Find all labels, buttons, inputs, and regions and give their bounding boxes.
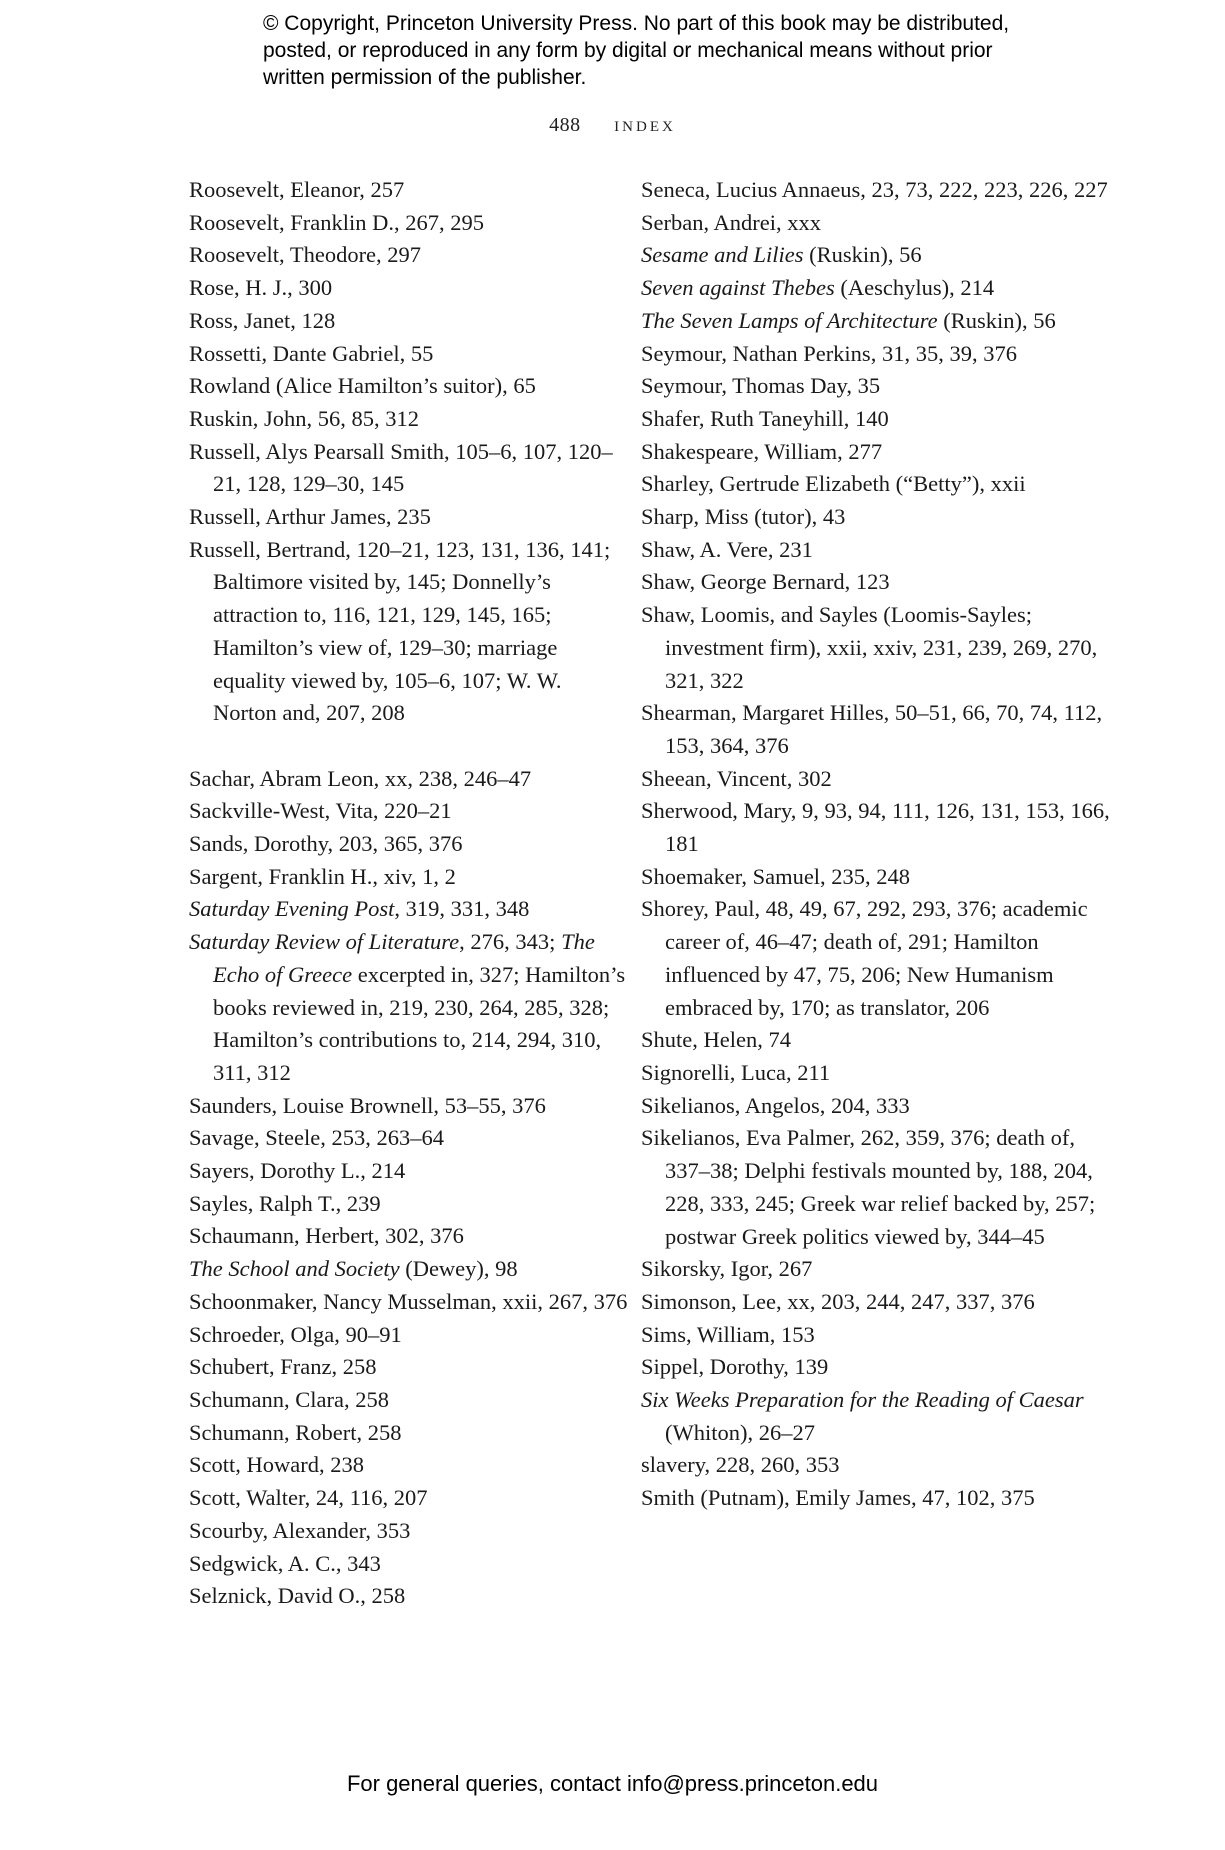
index-entry-text: Roosevelt, Theodore, 297 [189,242,422,268]
index-entry [641,403,1111,436]
index-entry-text: Seymour, Thomas Day, 35 [641,373,881,399]
index-entry [189,534,629,730]
index-entry-text: Schoonmaker, Nancy Musselman, xxii, 267, 376 [189,1288,628,1314]
index-entry-text: Saunders, Louise Brownell, 53–55, 376 [189,1092,546,1118]
index-entry [641,174,1111,207]
index-entry [189,1351,629,1384]
index-entry [189,1482,629,1515]
index-entry-text: Sims, William, 153 [641,1321,815,1347]
index-entry [189,501,629,534]
index-entry-text: Roosevelt, Franklin D., 267, 295 [189,209,484,235]
index-entry [189,1319,629,1352]
index-entry-text: Ruskin, John, 56, 85, 312 [189,405,420,431]
index-entry [189,305,629,338]
index-entry [189,403,629,436]
index-entry-title: Saturday Review of Literature [189,929,460,955]
index-entry-text: slavery, 228, 260, 353 [641,1452,840,1478]
index-entry [641,893,1111,1024]
index-entry [189,1188,629,1221]
index-entry-text: Shoemaker, Samuel, 235, 248 [641,863,911,889]
index-entry [189,1155,629,1188]
index-entry [189,893,629,926]
index-entry-text: Shaw, Loomis, and Sayles (Loomis-Sayles; investment firm), xxii, xxiv, 231, 239, 269, 270, 321, 322 [641,602,1098,693]
index-entry [641,534,1111,567]
index-entry [641,468,1111,501]
index-entry [641,1024,1111,1057]
index-entry [641,1057,1111,1090]
index-entry-title: The Echo of Greece [213,929,595,987]
index-entry-text: Russell, Alys Pearsall Smith, 105–6, 107, 120–21, 128, 129–30, 145 [189,438,613,497]
index-entry-text: (Ruskin), 56 [937,307,1056,333]
index-entry-title: Seven against Thebes [641,275,835,301]
page-number: 488 [549,114,581,136]
index-entry [189,239,629,272]
index-entry [189,370,629,403]
index-entry [641,1319,1111,1352]
index-entry-text: Scott, Howard, 238 [189,1452,364,1478]
index-entry-text: Sikorsky, Igor, 267 [641,1256,813,1282]
index-entry-title: Saturday Evening Post [189,896,395,922]
index-entry [189,1515,629,1548]
index-entry [189,338,629,371]
index-entry [189,1417,629,1450]
index-entry-text: Sippel, Dorothy, 139 [641,1354,829,1380]
index-entry [189,1449,629,1482]
index-entry [641,1482,1111,1515]
index-entry-text: Shaw, A. Vere, 231 [641,536,813,562]
index-entry-text: (Aeschylus), 214 [834,275,995,301]
index-entry-text: Schaumann, Herbert, 302, 376 [189,1223,464,1249]
index-entry-title: Sesame and Lilies [641,242,804,268]
index-entry [641,1122,1111,1253]
index-column-left [189,174,629,1613]
copyright-notice: © Copyright, Princeton University Press. No part of this book may be distributed, posted, or reproduced in any form by digital or mechanical means without prior written permission of the publisher. [263,12,1010,89]
index-entry [641,763,1111,796]
section-title: index [614,111,676,136]
index-entry [189,1286,629,1319]
index-entry-text: , 276, 343; [459,929,562,955]
index-entry [189,1384,629,1417]
index-entry [641,501,1111,534]
index-entry-text: Sayles, Ralph T., 239 [189,1190,381,1216]
index-entry-text: Shearman, Margaret Hilles, 50–51, 66, 70, 74, 112, 153, 364, 376 [641,700,1103,758]
index-entry-text: Scott, Walter, 24, 116, 207 [189,1485,428,1511]
index-entry [641,1351,1111,1384]
index-entry [189,1253,629,1286]
index-entry-title: Six Weeks Preparation for the Reading of Caesar [641,1387,1084,1413]
index-entry [189,207,629,240]
index-entry-text: Sayers, Dorothy L., 214 [189,1158,406,1184]
index-entry [641,1384,1111,1449]
index-entry [641,599,1111,697]
index-entry [189,861,629,894]
index-entry-text: Schumann, Clara, 258 [189,1387,389,1412]
index-entry-text: Schroeder, Olga, 90–91 [189,1321,402,1347]
index-entry-text: Shakespeare, William, 277 [641,438,883,464]
index-entry-text: Savage, Steele, 253, 263–64 [189,1125,444,1151]
index-entry [641,207,1111,240]
index-entry-text: Selznick, David O., 258 [189,1583,406,1609]
index-entry [189,272,629,305]
index-entry-text: Seneca, Lucius Annaeus, 23, 73, 222, 223, 226, 227 [641,177,1108,202]
index-entry-text: Sargent, Franklin H., xiv, 1, 2 [189,863,456,889]
index-entry [189,1090,629,1123]
footer-contact: For general queries, contact info@press.princeton.edu [346,1771,879,1796]
index-entry [641,370,1111,403]
index-entry [189,436,629,501]
index-entry-text: Seymour, Nathan Perkins, 31, 35, 39, 376 [641,340,1017,366]
index-entry [189,795,629,828]
index-entry-title: The Seven Lamps of Architecture [641,307,938,333]
index-entry-text: Simonson, Lee, xx, 203, 244, 247, 337, 376 [641,1288,1035,1314]
index-entry-text: Sharley, Gertrude Elizabeth (“Betty”), xxii [641,471,1026,497]
index-entry-text: Rose, H. J., 300 [189,275,333,301]
index-entry [641,272,1111,305]
index-entry-text: Shute, Helen, 74 [641,1027,791,1053]
index-entry-text: Russell, Arthur James, 235 [189,504,431,530]
index-entry-text: Sikelianos, Angelos, 204, 333 [641,1092,910,1118]
index-entry [641,861,1111,894]
index-entry-text: Ross, Janet, 128 [189,307,336,333]
index-entry [189,1220,629,1253]
index-entry-text: Sherwood, Mary, 9, 93, 94, 111, 126, 131, 153, 166, 181 [641,798,1110,857]
index-entry-text: Sharp, Miss (tutor), 43 [641,504,846,530]
index-entry [641,1253,1111,1286]
index-entry-text: Roosevelt, Eleanor, 257 [189,177,405,202]
index-entry-text: Sikelianos, Eva Palmer, 262, 359, 376; death of, 337–38; Delphi festivals mounted by, 188, 204, 228, 333, 245; Greek war relief backed by, 257; postwar Greek politics viewed by, 344–45 [641,1125,1096,1249]
index-entry-text: Shaw, George Bernard, 123 [641,569,890,595]
index-entry-text: Schumann, Robert, 258 [189,1419,402,1445]
index-entry [189,828,629,861]
running-head [0,111,1225,137]
index-entry-text: Signorelli, Luca, 211 [641,1059,831,1085]
index-entry-text: Rowland (Alice Hamilton’s suitor), 65 [189,373,536,399]
index-entry-text: Sackville-West, Vita, 220–21 [189,798,452,824]
index-entry-text: Sheean, Vincent, 302 [641,765,832,791]
index-entry-text: Russell, Bertrand, 120–21, 123, 131, 136, 141; Baltimore visited by, 145; Donnelly’s attraction to, 116, 121, 129, 145, 165; Hamilton’s view of, 129–30; marriage equality viewed by, 105–6, 107; W. W. Norton and, 207, 208 [189,536,611,726]
index-entry [189,926,629,1090]
index-entry-text: Serban, Andrei, xxx [641,209,821,235]
index-entry [189,763,629,796]
index-entry [189,174,629,207]
index-entry-text: Schubert, Franz, 258 [189,1354,377,1380]
index-entry [641,239,1111,272]
index-entry [641,1286,1111,1319]
index-entry-text: Shorey, Paul, 48, 49, 67, 292, 293, 376; academic career of, 46–47; death of, 291; Hamilton influenced by 47, 75, 206; New Humanism embraced by, 170; as translator, 206 [641,896,1088,1020]
index-entry-text: Smith (Putnam), Emily James, 47, 102, 375 [641,1485,1035,1511]
index-entry [641,436,1111,469]
index-entry-text: (Dewey), 98 [399,1256,518,1282]
index-entry-title: The School and Society [189,1256,400,1282]
index-entry-text: , 319, 331, 348 [394,896,530,922]
index-entry-text: Sands, Dorothy, 203, 365, 376 [189,831,463,857]
index-entry-text: Scourby, Alexander, 353 [189,1517,411,1543]
index-entry-text: Sedgwick, A. C., 343 [189,1550,381,1576]
index-entry [189,1122,629,1155]
index-entry [641,566,1111,599]
index-column-right [641,174,1111,1515]
index-entry-text: excerpted in, 327; Hamilton’s books reviewed in, 219, 230, 264, 285, 328; Hamilton’s contributions to, 214, 294, 310, 311, 312 [213,961,626,1085]
index-entry [641,305,1111,338]
index-entry [189,1580,629,1613]
index-entry-text: (Whiton), 26–27 [665,1419,815,1445]
index-entry [641,697,1111,762]
index-entry-text: Sachar, Abram Leon, xx, 238, 246–47 [189,765,532,791]
index-entry-text: (Ruskin), 56 [803,242,922,268]
index-entry [189,1548,629,1581]
index-entry [641,338,1111,371]
index-entry [641,1090,1111,1123]
index-entry-text: Rossetti, Dante Gabriel, 55 [189,340,434,366]
index-entry [641,1449,1111,1482]
index-entry [641,795,1111,860]
index-entry-text: Shafer, Ruth Taneyhill, 140 [641,405,889,431]
